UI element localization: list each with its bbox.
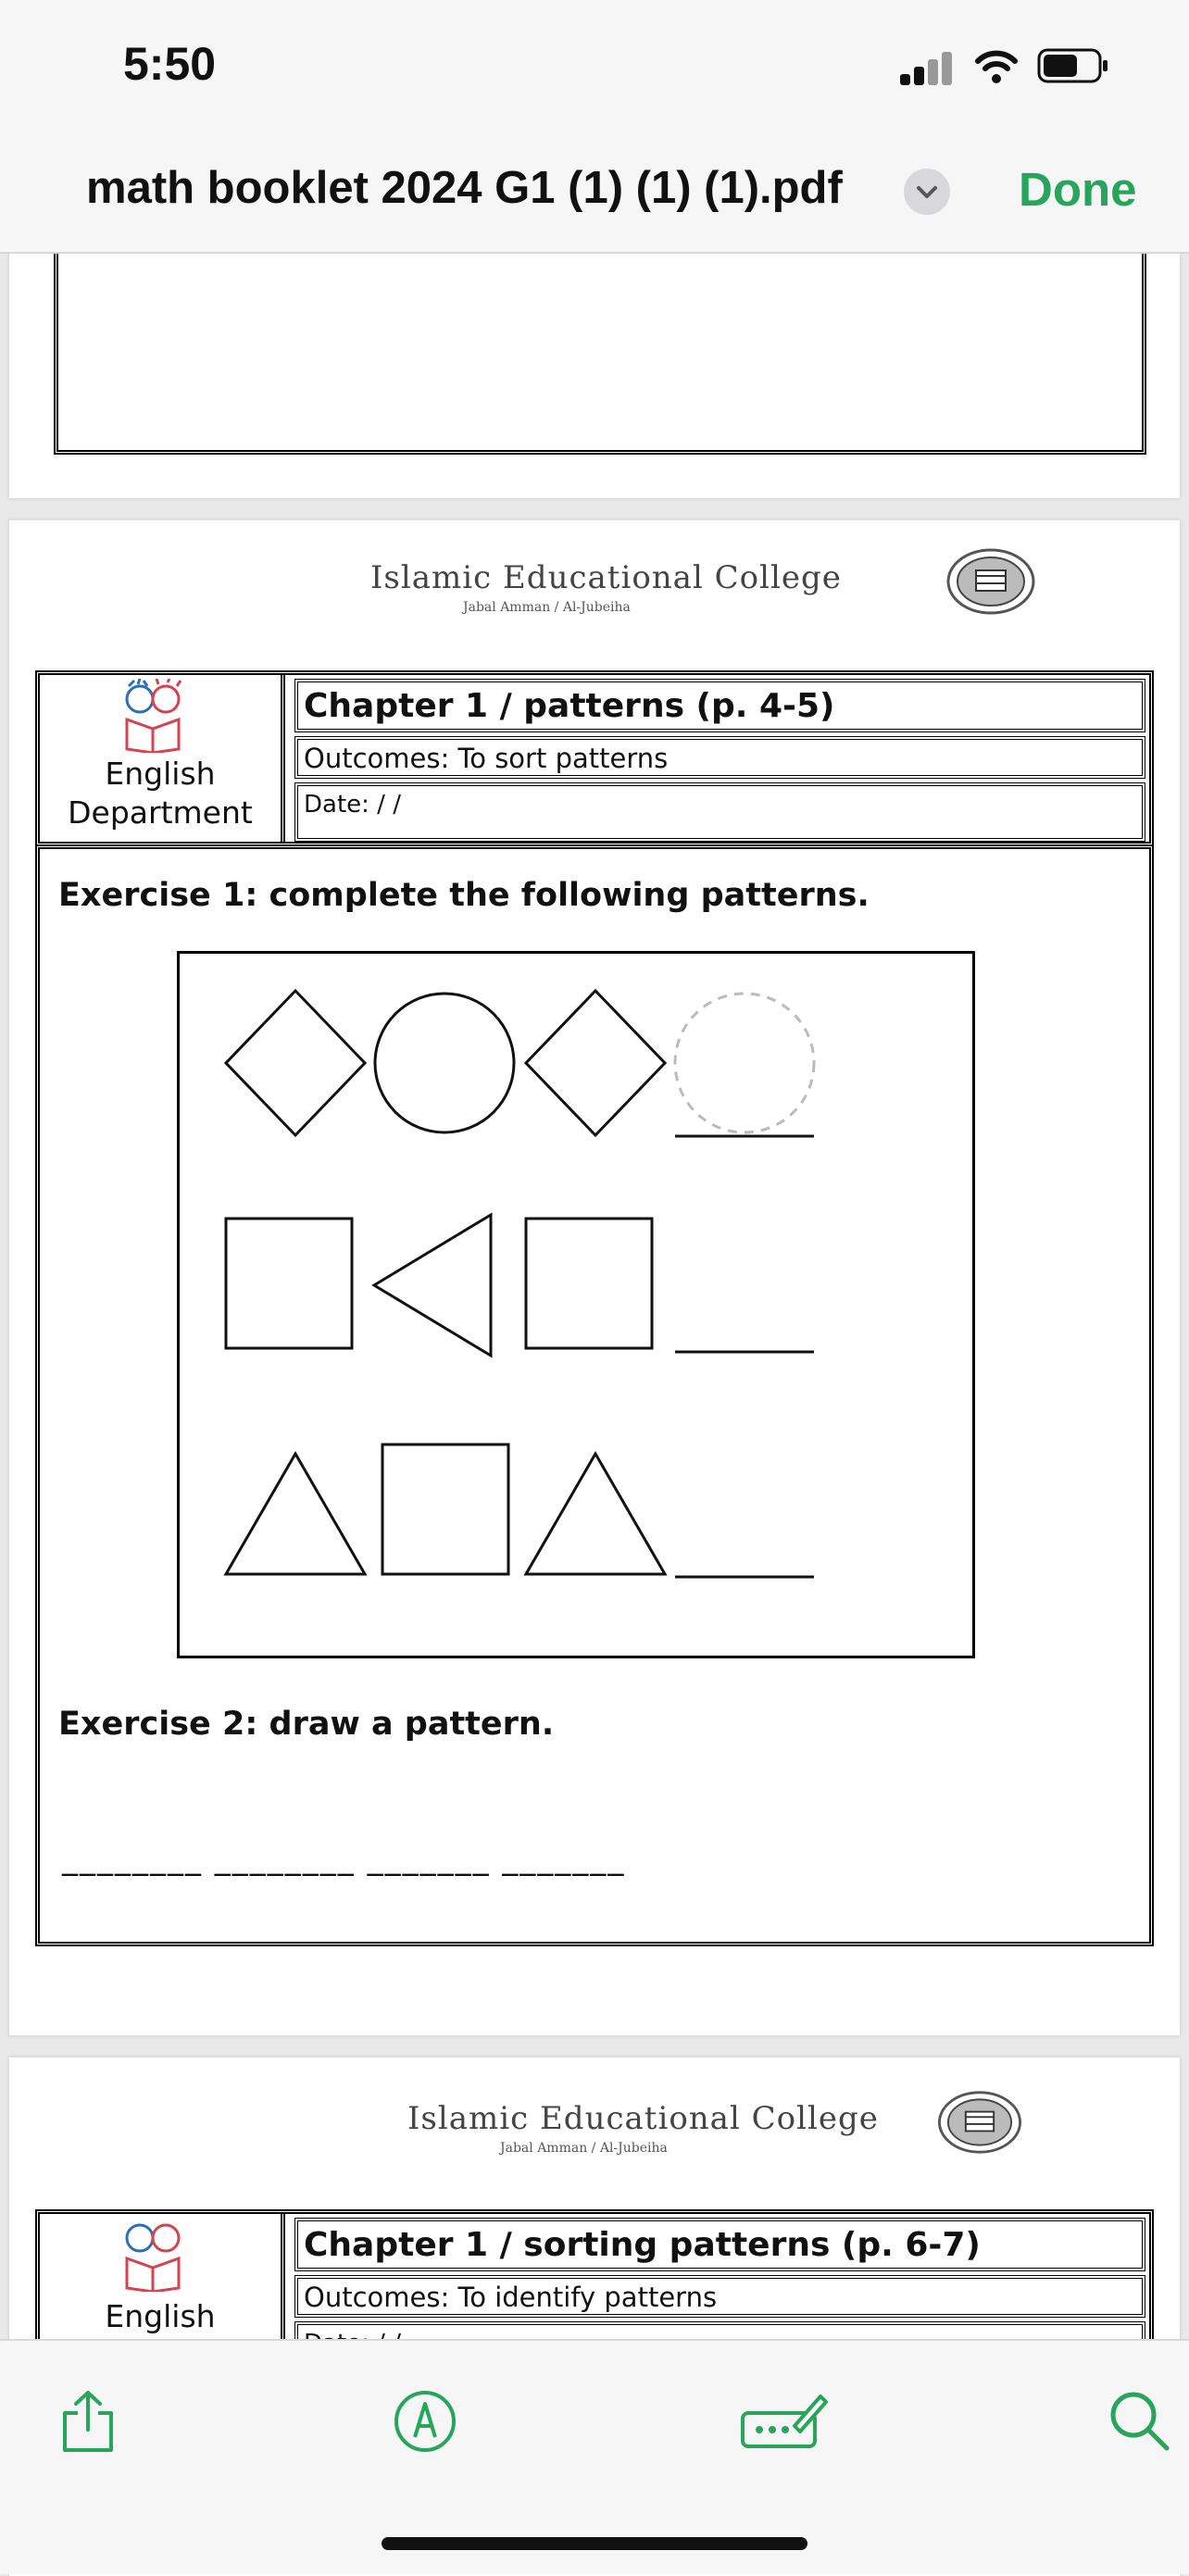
exercise-2-label: Exercise 2: draw a pattern. [58, 1706, 555, 1743]
circle-shape [375, 994, 514, 1132]
markup-icon[interactable] [393, 2389, 457, 2454]
department-line2: Department [68, 794, 253, 831]
lesson-header [35, 670, 1154, 846]
top-bar [0, 0, 1189, 254]
chapter-title: Chapter 1 / patterns (p. 4-5) [294, 679, 1145, 732]
outcomes-text: Outcomes: To identify patterns [294, 2275, 1145, 2318]
department-line1: English [105, 2298, 216, 2334]
wifi-icon [974, 48, 1019, 85]
college-name: Islamic Educational College [407, 2100, 879, 2137]
form-fill-icon[interactable] [739, 2389, 828, 2454]
patterns-drawing [180, 954, 972, 1656]
document-title[interactable]: math booklet 2024 G1 (1) (1) (1).pdf [86, 163, 843, 213]
college-subtitle: Jabal Amman / Al-Jubeiha [500, 2141, 668, 2156]
pdf-page-previous [9, 252, 1180, 498]
answer-box [54, 252, 1146, 455]
left-triangle-shape [374, 1215, 491, 1356]
done-button[interactable]: Done [1019, 163, 1137, 216]
kids-reading-icon [116, 679, 190, 753]
battery-icon [1037, 48, 1109, 83]
status-time: 5:50 [123, 38, 217, 90]
college-name: Islamic Educational College [370, 559, 842, 596]
diamond-shape [226, 991, 365, 1135]
triangle-shape [226, 1454, 365, 1574]
college-subtitle: Jabal Amman / Al-Jubeiha [463, 600, 631, 615]
cellular-signal-icon [900, 52, 952, 85]
title-menu-button[interactable] [904, 169, 950, 215]
square-shape [382, 1444, 508, 1574]
exercise-area [35, 844, 1154, 1946]
outcomes-text: Outcomes: To sort patterns [294, 736, 1145, 779]
square-shape [226, 1219, 352, 1348]
diamond-shape [526, 991, 665, 1135]
department-line1: English [105, 756, 216, 792]
faded-circle-hint [675, 994, 814, 1132]
chapter-title: Chapter 1 / sorting patterns (p. 6-7) [294, 2218, 1145, 2271]
search-icon[interactable] [1108, 2389, 1172, 2454]
college-crest-logo [945, 546, 1037, 617]
college-crest-logo [935, 2089, 1024, 2156]
exercise-1-label: Exercise 1: complete the following patterns. [58, 877, 870, 914]
kids-reading-icon [116, 2218, 190, 2292]
pattern-box [177, 951, 975, 1658]
square-shape [526, 1219, 652, 1348]
pdf-page [9, 520, 1180, 2035]
department-cell [40, 675, 285, 842]
home-indicator[interactable] [382, 2537, 807, 2550]
share-icon[interactable] [57, 2389, 119, 2454]
date-field: Date: / / [294, 782, 1145, 842]
triangle-shape [526, 1454, 665, 1574]
chevron-down-icon [904, 169, 950, 215]
draw-pattern-blanks: ________ ________ _______ _______ [62, 1840, 626, 1877]
